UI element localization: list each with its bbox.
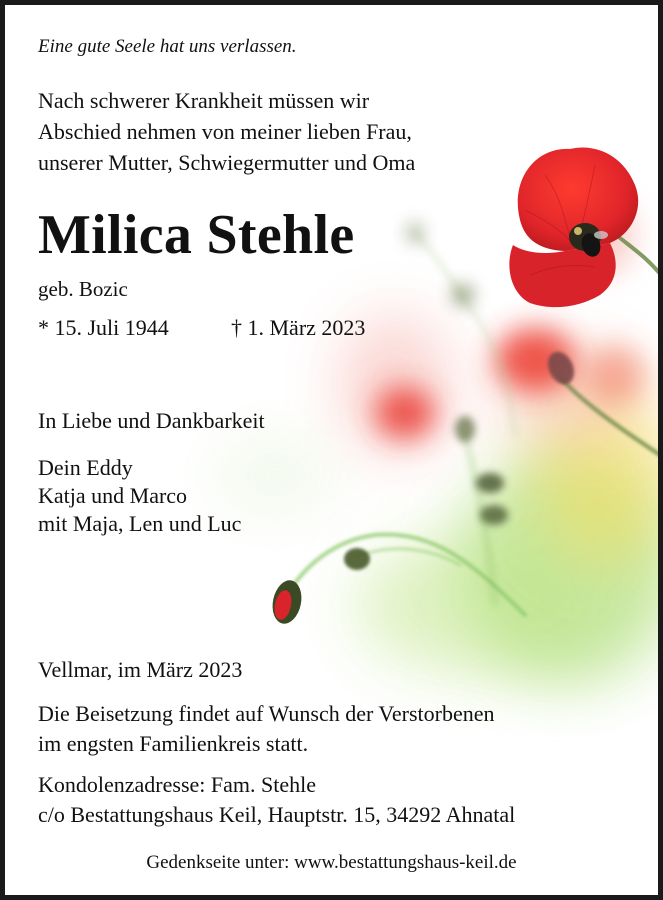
- life-dates: [38, 315, 366, 341]
- birth-date: * 15. Juli 1944: [38, 315, 169, 340]
- condolence-line: c/o Bestattungshaus Keil, Hauptstr. 15, 34292 Ahnatal: [38, 802, 516, 827]
- funeral-line: im engsten Familienkreis statt.: [38, 731, 309, 756]
- funeral-info: [38, 699, 495, 759]
- announcement-line: Abschied nehmen von meiner lieben Frau,: [38, 119, 412, 144]
- mourner-line: Dein Eddy: [38, 455, 133, 480]
- funeral-line: Die Beisetzung findet auf Wunsch der Verstorbenen: [38, 701, 495, 726]
- intro-line: Eine gute Seele hat uns verlassen.: [38, 36, 297, 57]
- mourner-line: mit Maja, Len und Luc: [38, 511, 242, 536]
- maiden-name: geb. Bozic: [38, 277, 128, 301]
- mourners-list: [38, 454, 241, 538]
- main-poppy-flower: [509, 148, 638, 308]
- mourner-line: Katja und Marco: [38, 483, 188, 508]
- announcement-line: unserer Mutter, Schwiegermutter und Oma: [38, 150, 416, 175]
- deceased-name: Milica Stehle: [38, 204, 355, 266]
- place-date: Vellmar, im März 2023: [38, 657, 243, 682]
- closing-phrase: In Liebe und Dankbarkeit: [38, 408, 265, 433]
- memorial-website: Gedenkseite unter: www.bestattungshaus-keil.de: [146, 852, 517, 873]
- condolence-address: [38, 770, 515, 830]
- announcement-text: [38, 85, 415, 178]
- death-date: † 1. März 2023: [231, 315, 366, 340]
- announcement-line: Nach schwerer Krankheit müssen wir: [38, 88, 370, 113]
- condolence-line: Kondolenzadresse: Fam. Stehle: [38, 772, 316, 797]
